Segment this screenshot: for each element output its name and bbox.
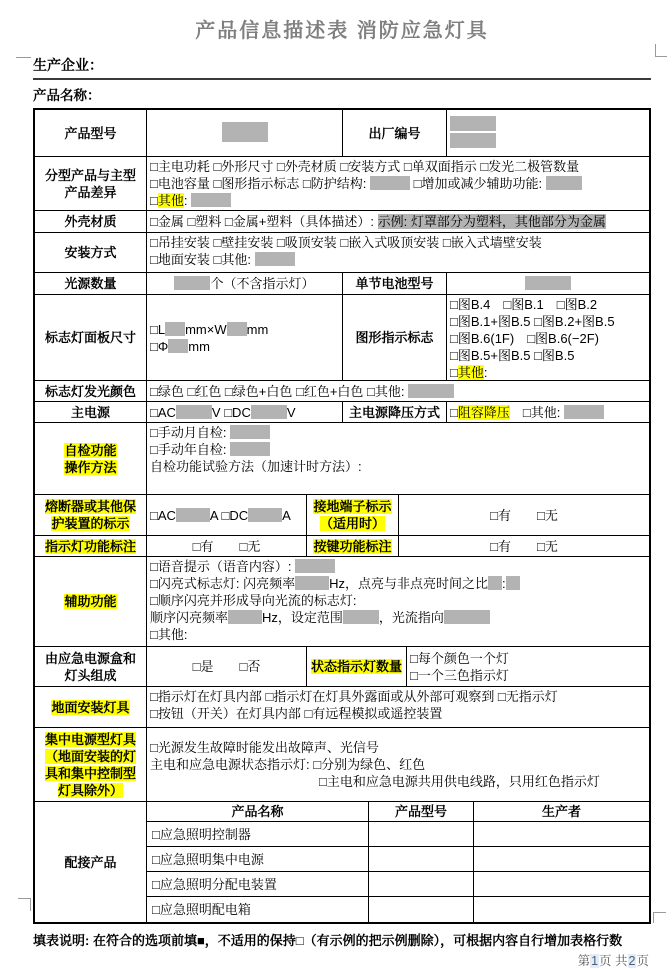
form-line [310, 515, 395, 532]
form-line [150, 626, 646, 643]
form-text: ，光流指向 [378, 610, 444, 625]
table-row-fuse-protection-marking [35, 495, 649, 536]
form-line [150, 705, 646, 722]
form-cell [147, 273, 343, 294]
form-line [402, 538, 646, 555]
form-text: □ [150, 193, 158, 208]
form-line [38, 731, 143, 748]
form-text: □闪亮式标志灯: 闪亮频率 [150, 576, 296, 591]
redacted-value [450, 133, 496, 148]
form-text: □指示灯在灯具内部 □指示灯在灯具外露面或从外部可观察到 □无指示灯 [150, 689, 558, 704]
form-cell [407, 647, 649, 686]
row-label [35, 157, 147, 210]
form-text: □增加或减少辅助功能: [410, 176, 546, 191]
page-number-suffix: 页 [636, 954, 649, 968]
form-text: V □DC [211, 404, 251, 420]
form-line [150, 424, 646, 441]
highlighted-text: 护装置的标示 [51, 516, 130, 531]
form-line [150, 275, 339, 292]
table-row-product-model [35, 110, 649, 157]
form-line [346, 275, 443, 292]
form-text: 分型产品与主型 [44, 167, 136, 183]
row-label [35, 423, 147, 494]
crop-mark [16, 57, 31, 58]
form-text: 个（不含指示灯） [210, 276, 315, 291]
highlighted-text: 阻容降压 [457, 404, 510, 420]
form-text: □主电功耗 □外形尺寸 □外壳材质 □安装方式 □单双面指示 □发光二极管数量 [150, 159, 580, 174]
form-cell [447, 273, 649, 294]
form-text: Hz，设定范围 [262, 610, 343, 625]
form-line [38, 404, 143, 421]
matched-product-row [147, 872, 649, 897]
form-cell [447, 295, 649, 380]
form-line [310, 498, 395, 515]
redacted-value [191, 193, 231, 207]
form-line [38, 782, 143, 799]
crop-mark [653, 912, 666, 923]
form-line [150, 234, 646, 251]
table-row-sign-emitting-color [35, 381, 649, 402]
form-text: 主电和应急电源状态指示灯: □分别为绿色、红色 [150, 757, 426, 772]
form-line [150, 383, 646, 400]
redacted-value [230, 425, 270, 439]
form-line [38, 125, 143, 142]
highlighted-text: 操作方法 [64, 459, 117, 475]
redacted-value [295, 576, 329, 590]
form-line [150, 458, 646, 475]
redacted-value [525, 276, 571, 290]
form-sheet [33, 0, 651, 969]
form-text: 安装方式 [64, 245, 117, 260]
form-cell [147, 110, 343, 156]
form-line [450, 116, 646, 133]
redacted-value [506, 576, 520, 590]
form-line [38, 167, 143, 184]
form-line [450, 313, 646, 330]
redacted-value [228, 610, 262, 624]
manufacturer-label: 生产企业： [33, 55, 651, 80]
product-model-cell [369, 847, 474, 871]
redacted-value [227, 322, 247, 336]
form-cell [147, 211, 649, 232]
matched-product-row [147, 847, 649, 872]
form-line [38, 213, 143, 230]
row-label [343, 110, 447, 156]
form-cell [447, 402, 649, 422]
form-line [346, 329, 443, 346]
form-line [450, 296, 646, 313]
form-line [38, 383, 143, 400]
form-text: 出厂编号 [368, 125, 421, 141]
form-cell [147, 233, 649, 272]
highlighted-text: 状态指示灯数量 [310, 659, 402, 674]
table-row-indicator-function-marking [35, 536, 649, 557]
row-label [35, 647, 147, 686]
highlighted-text: 接地端子标示 [313, 499, 392, 514]
table-row-ground-mounted-luminaires [35, 687, 649, 728]
form-text: : [483, 365, 488, 380]
producer-cell [474, 847, 649, 871]
highlighted-text: （适用时） [319, 516, 385, 531]
row-label [35, 557, 147, 646]
product-name-cell: □应急照明控制器 [147, 822, 369, 846]
highlighted-text: 指示灯功能标注 [44, 538, 136, 554]
page-number-current: 1 [591, 954, 599, 968]
form-text: 标志灯面板尺寸 [44, 330, 136, 345]
producer-cell [474, 897, 649, 922]
form-text: □AC [150, 507, 176, 523]
form-line [450, 275, 646, 292]
form-text: □按钮（开关）在灯具内部 □有远程模拟或遥控装置 [150, 706, 443, 721]
row-label [35, 110, 147, 156]
row-label [307, 536, 399, 556]
redacted-value [174, 276, 210, 290]
form-line [150, 192, 646, 209]
row-label [307, 647, 407, 686]
form-text: □吊挂安装 □壁挂安装 □吸顶安装 □嵌入式吸顶安装 □嵌入式墙壁安装 [150, 235, 542, 250]
redacted-value [343, 610, 379, 624]
row-label [35, 381, 147, 401]
highlighted-text: 地面安装灯具 [51, 699, 130, 715]
form-line [38, 765, 143, 782]
highlighted-text: 熔断器或其他保 [44, 499, 136, 514]
highlighted-text: 灯具除外） [57, 782, 123, 798]
form-text: 自检功能试验方法（加速计时方法）: [150, 459, 362, 474]
form-line [150, 321, 339, 338]
form-line [38, 459, 143, 476]
highlighted-text: 自检功能 [64, 442, 117, 458]
highlighted-text: 集中电源型灯具 [44, 731, 136, 747]
form-line [38, 748, 143, 765]
subtable-header-cell: 产品名称 [147, 802, 369, 821]
form-text: □一个三色指示灯 [410, 667, 509, 683]
page-number [33, 951, 651, 969]
redacted-value [370, 176, 410, 190]
form-text: □图B.5+图B.5 □图B.5 [450, 348, 575, 363]
redacted-value [222, 122, 268, 142]
redacted-value [230, 442, 270, 456]
redacted-value [295, 559, 335, 573]
redacted-value [168, 339, 188, 353]
form-text: □其他: [150, 627, 188, 642]
shaded-text: 示例: 灯罩部分为塑料，其他部分为金属 [377, 214, 606, 229]
form-line [150, 404, 339, 421]
row-label [35, 728, 147, 801]
row-label [35, 802, 147, 922]
form-line [450, 133, 646, 150]
form-text: □主电和应急电源共用供电线路，只用红色指示灯 [319, 774, 600, 789]
form-line [150, 688, 646, 705]
form-line [150, 507, 303, 524]
table-row-light-source-count [35, 273, 649, 295]
row-label [307, 495, 399, 535]
highlighted-text: 具和集中控制型 [44, 765, 136, 781]
product-name-cell: □应急照明集中电源 [147, 847, 369, 871]
table-row-central-power-luminaires [35, 728, 649, 802]
table-row-shell-material [35, 211, 649, 233]
form-text: V [286, 404, 296, 420]
form-line [150, 592, 646, 609]
form-line [150, 575, 646, 592]
form-text: mm [188, 338, 210, 354]
form-text: □ [450, 404, 458, 420]
table-row-matched-products [35, 802, 649, 922]
form-line [150, 773, 646, 790]
form-text: □图B.4 □图B.1 □图B.2 [450, 297, 598, 312]
form-text: 主电源降压方式 [348, 404, 440, 420]
row-label [35, 536, 147, 556]
form-line [450, 364, 646, 380]
form-line [346, 404, 443, 421]
highlighted-text: 按键功能标注 [313, 538, 392, 554]
redacted-value [176, 405, 212, 419]
row-label [343, 273, 447, 294]
producer-cell [474, 872, 649, 896]
form-line [38, 329, 143, 346]
highlighted-text: （地面安装的灯 [44, 748, 136, 764]
form-line [150, 441, 646, 458]
highlighted-text: 辅助功能 [64, 594, 117, 609]
form-cell [147, 423, 649, 494]
form-line [150, 213, 646, 230]
form-text: 单节电池型号 [355, 276, 434, 291]
table-row-power-box-and-lamp-head [35, 647, 649, 687]
form-text: □手动月自检: [150, 425, 231, 440]
form-text: □AC [150, 404, 176, 420]
redacted-value [444, 610, 490, 624]
row-label [343, 295, 447, 380]
product-name-label: 产品名称： [33, 88, 101, 103]
form-text: 产品型号 [64, 125, 117, 141]
matched-products-header-row [147, 802, 649, 822]
form-cell [147, 381, 649, 401]
form-line [38, 538, 143, 555]
form-text: A [282, 507, 291, 523]
form-line [38, 667, 143, 684]
form-text: mm×W [185, 321, 227, 337]
form-line [150, 338, 339, 355]
table-row-auxiliary-functions [35, 557, 649, 647]
redacted-value [450, 116, 496, 131]
form-line [410, 650, 646, 667]
form-line [150, 251, 646, 268]
form-text: □手动年自检: [150, 442, 231, 457]
form-line [346, 125, 443, 142]
form-text: 外壳材质 [64, 214, 117, 229]
row-label [35, 233, 147, 272]
form-line [150, 658, 303, 675]
form-line [402, 507, 646, 524]
form-text: A □DC [209, 507, 249, 523]
form-text: □其他: [509, 404, 564, 420]
form-line [38, 184, 143, 201]
redacted-value [251, 405, 287, 419]
form-text: 配接产品 [64, 854, 117, 870]
product-name-cell: □应急照明配电箱 [147, 897, 369, 922]
form-text: □有 □无 [490, 538, 558, 554]
row-label [35, 495, 147, 535]
form-line [450, 347, 646, 364]
form-text: □顺序闪亮并形成导向光流的标志灯: [150, 593, 357, 608]
form-text: 由应急电源盒和 [44, 650, 136, 666]
form-line [38, 650, 143, 667]
form-line [38, 275, 143, 292]
redacted-value [248, 508, 282, 522]
form-line [38, 699, 143, 716]
form-line [150, 739, 646, 756]
subtable-header-cell: 产品型号 [369, 802, 474, 821]
form-line [38, 593, 143, 610]
form-line [38, 515, 143, 532]
matched-product-row [147, 822, 649, 847]
form-text: □L [150, 321, 166, 337]
form-text: 光源数量 [64, 276, 117, 291]
matched-products-subtable [147, 802, 649, 922]
table-row-mounting-method [35, 233, 649, 273]
form-line [450, 404, 646, 421]
form-text: □有 □无 [490, 507, 558, 523]
form-line [150, 122, 339, 144]
redacted-value [546, 176, 582, 190]
form-text: □图B.6(1F) □图B.6(−2F) [450, 331, 599, 346]
form-text: 主电源 [70, 404, 110, 420]
redacted-value [176, 508, 210, 522]
form-text: □是 □否 [192, 659, 261, 674]
form-text: □每个颜色一个灯 [410, 650, 509, 666]
table-row-main-power [35, 402, 649, 423]
form-line [310, 538, 395, 555]
footer-note: 填表说明: 在符合的选项前填■，不适用的保持□（有示例的把示例删除），可根据内容自行增加表格行数 [33, 933, 623, 948]
form-text: : [183, 193, 192, 208]
form-line [150, 756, 646, 773]
form-text: □语音提示（语音内容）: [150, 559, 296, 574]
form-text: □图B.1+图B.5 □图B.2+图B.5 [450, 314, 615, 329]
form-line [38, 442, 143, 459]
page-number-total: 2 [628, 954, 636, 968]
form-text: □光源发生故障时能发出故障声、光信号 [150, 740, 379, 755]
redacted-value [255, 252, 295, 266]
highlighted-text: 其他 [157, 193, 184, 208]
form-cell [147, 557, 649, 646]
form-cell [147, 495, 307, 535]
form-line [38, 854, 143, 871]
form-text: 顺序闪亮频率 [150, 610, 229, 625]
form-line [150, 175, 646, 192]
product-name-cell: □应急照明分配电装置 [147, 872, 369, 896]
form-line [38, 498, 143, 515]
redacted-value [564, 405, 604, 419]
form-cell [147, 157, 649, 210]
form-cell [147, 536, 307, 556]
product-model-cell [369, 897, 474, 922]
form-line [150, 609, 646, 626]
matched-product-row [147, 897, 649, 922]
redacted-value [488, 576, 502, 590]
redacted-value [408, 384, 454, 398]
form-line [150, 538, 303, 555]
form-line [450, 330, 646, 347]
producer-cell [474, 822, 649, 846]
form-text: □电池容量 □图形指示标志 □防护结构: [150, 176, 371, 191]
form-text: Hz，点亮与非点亮时间之比 [329, 576, 488, 591]
row-label [35, 211, 147, 232]
row-label [35, 687, 147, 727]
form-line [310, 658, 403, 675]
form-line [150, 558, 646, 575]
form-line [38, 244, 143, 261]
form-text: 标志灯发光颜色 [44, 383, 136, 399]
form-text: □ [450, 365, 458, 380]
form-cell [147, 402, 343, 422]
crop-mark [655, 44, 667, 57]
form-text: □地面安装 □其他: [150, 252, 255, 267]
form-cell [399, 495, 649, 535]
form-cell [147, 728, 649, 801]
table-row-variant-vs-main-differences [35, 157, 649, 211]
page-number-prefix: 第 [577, 954, 591, 968]
form-text: □绿色 □红色 □绿色+白色 □红色+白色 □其他: [150, 383, 409, 399]
table-row-sign-panel-size [35, 295, 649, 381]
form-cell [147, 295, 343, 380]
row-label [343, 402, 447, 422]
form-cell [447, 110, 649, 156]
form-text: □金属 □塑料 □金属+塑料（具体描述）: [150, 214, 378, 229]
form-cell [147, 687, 649, 727]
form-cell [147, 647, 307, 686]
row-label [35, 295, 147, 380]
row-label [35, 273, 147, 294]
form-table [33, 108, 651, 924]
highlighted-text: 其他 [457, 365, 484, 380]
form-text: □有 □无 [192, 538, 261, 554]
form-text: 图形指示标志 [355, 330, 434, 345]
product-model-cell [369, 872, 474, 896]
row-label [35, 402, 147, 422]
form-line [150, 158, 646, 175]
form-text: mm [246, 321, 269, 337]
page-number-middle: 页 共 [599, 954, 628, 968]
form-line [410, 667, 646, 684]
redacted-value [165, 322, 185, 336]
form-text: □Φ [150, 338, 169, 354]
form-cell [399, 536, 649, 556]
product-model-cell [369, 822, 474, 846]
table-row-self-check-operation [35, 423, 649, 495]
form-text: 产品差异 [64, 184, 117, 200]
form-text: : [501, 576, 506, 591]
subtable-header-cell: 生产者 [541, 804, 581, 819]
page-title: 产品信息描述表 消防应急灯具 [195, 20, 489, 42]
crop-mark [18, 898, 31, 911]
form-text: 灯头组成 [64, 667, 117, 683]
